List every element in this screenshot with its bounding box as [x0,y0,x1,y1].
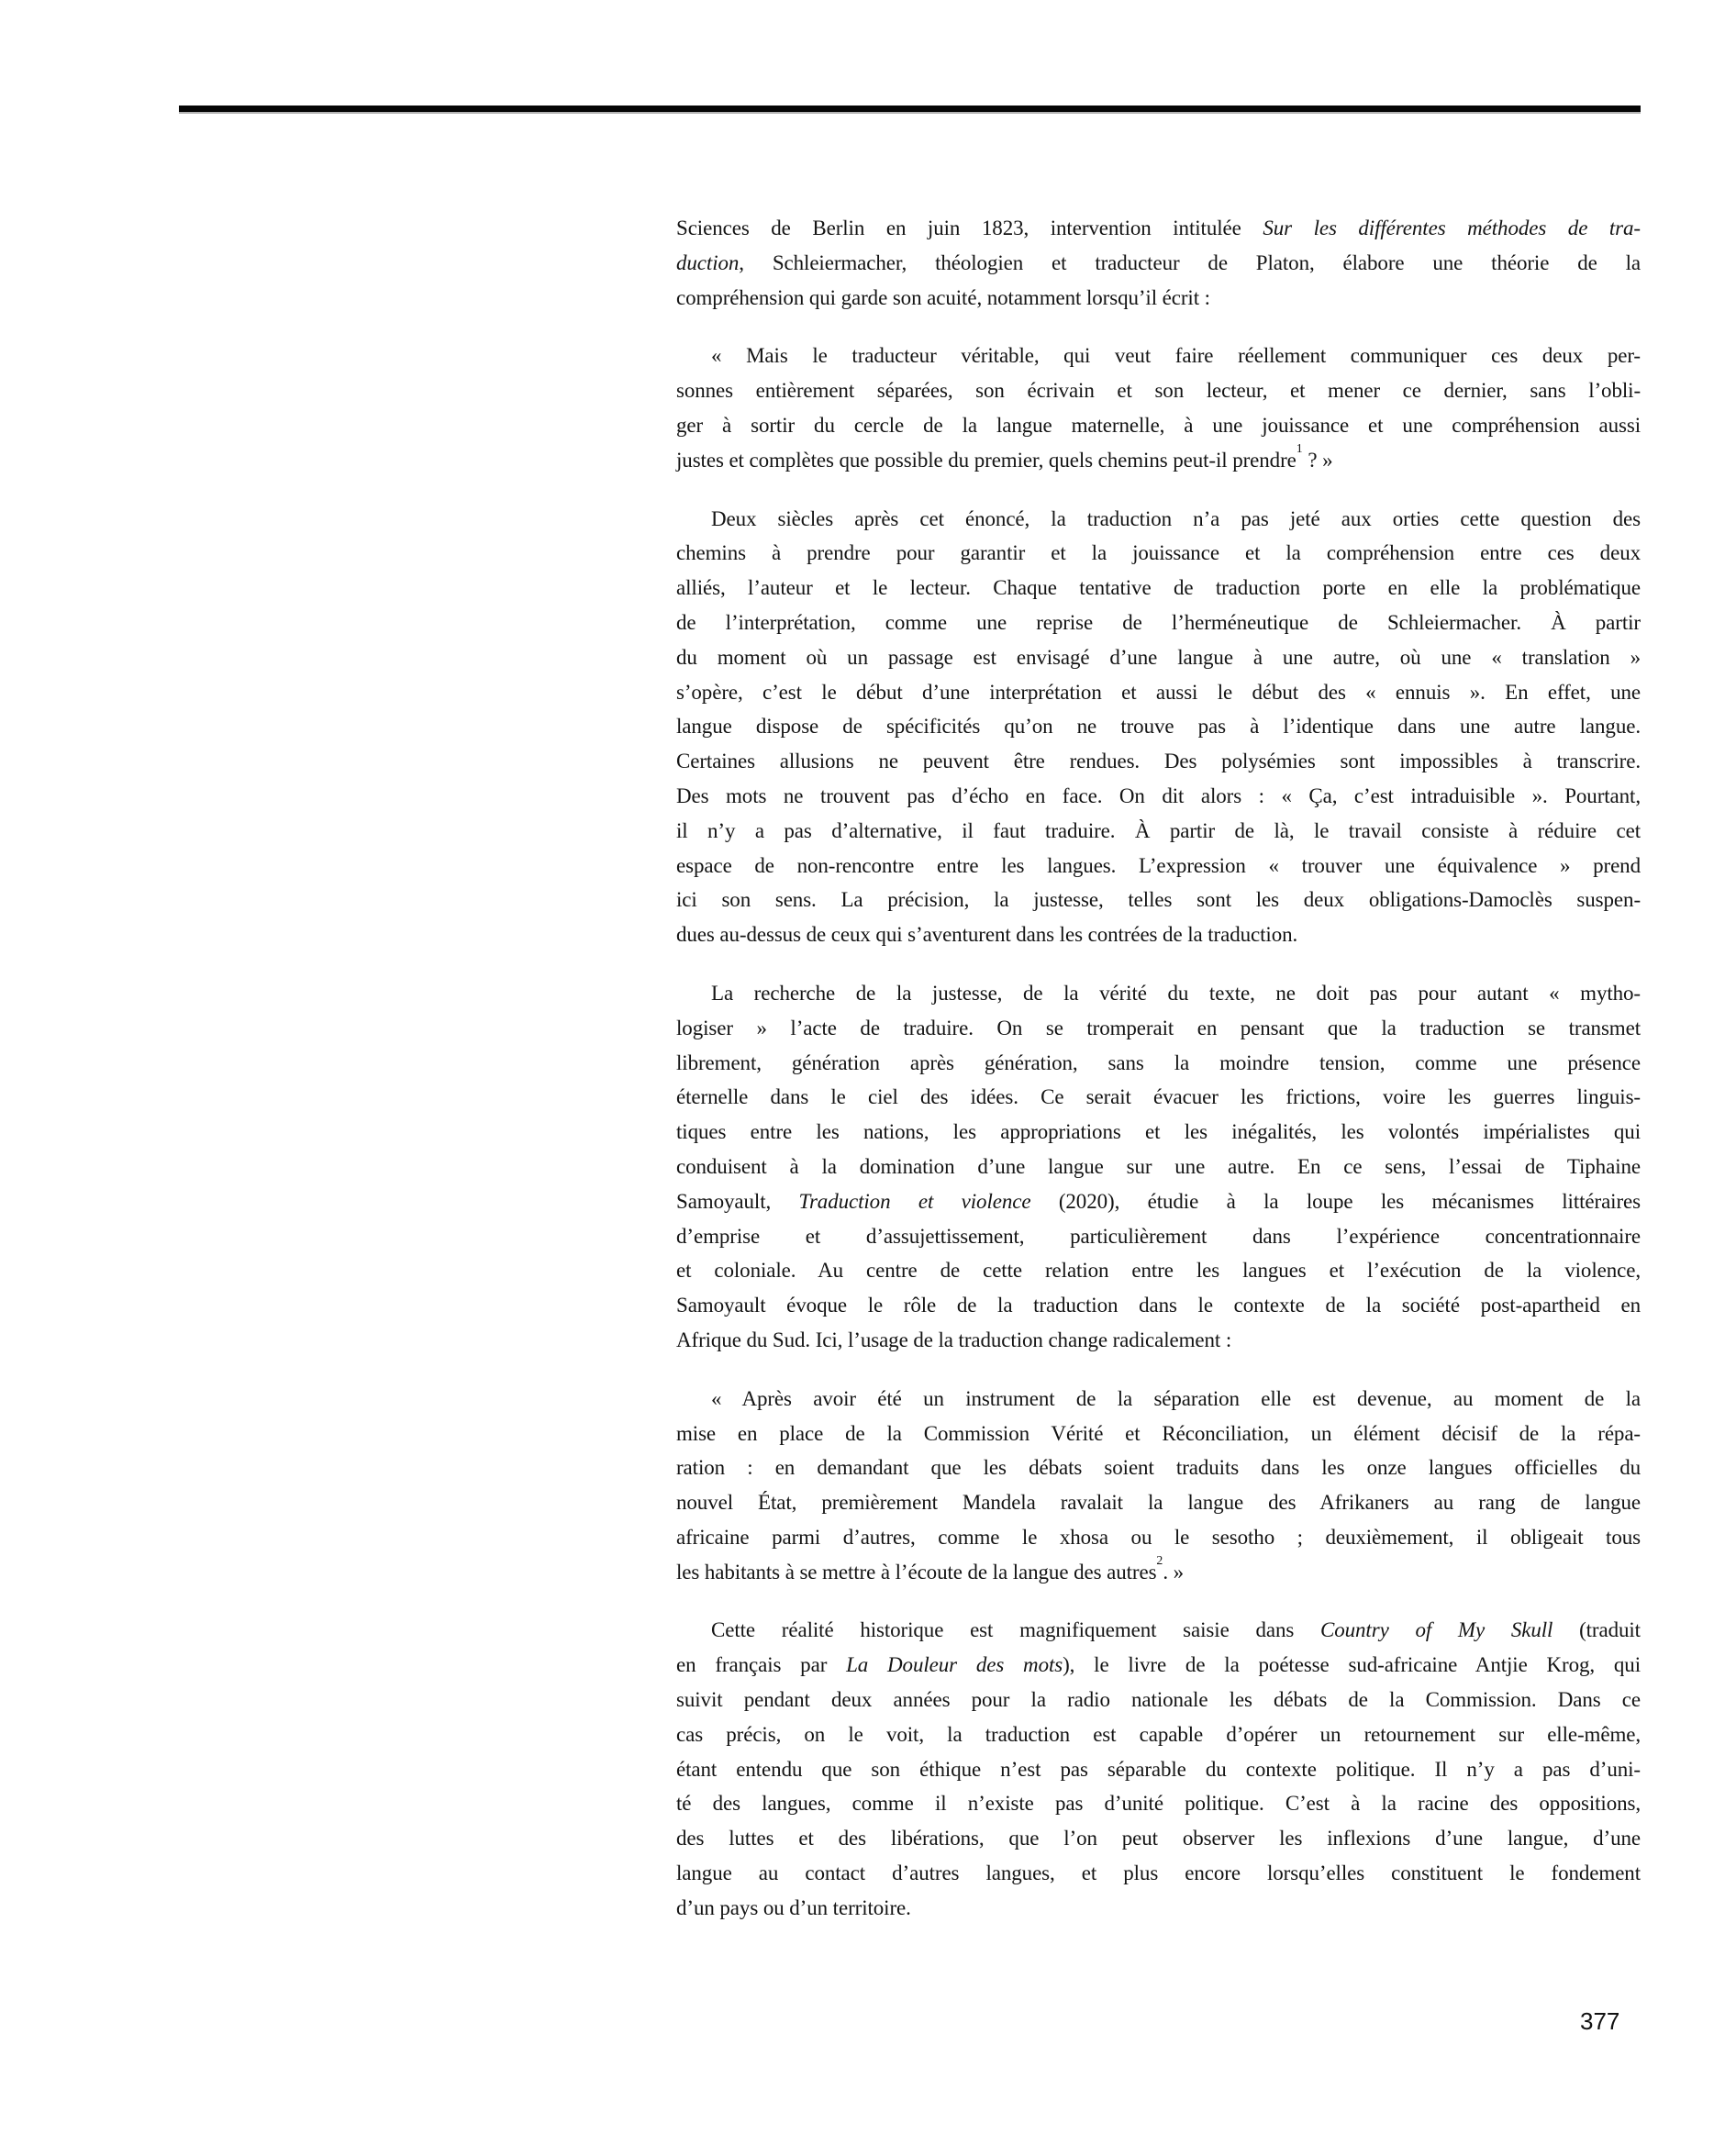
text-line: Samoyault, Traduction et violence (2020), étudie à la loupe les mécanismes littéraires [676,1189,1641,1213]
quote-paragraph [676,339,1641,477]
text-line: Certaines allusions ne peuvent être rendues. Des polysémies sont impossibles à transcrire. [676,750,1641,773]
text-line: africaine parmi d’autres, comme le xhosa ou le sesotho ; deuxièmement, il obligeait tous [676,1525,1641,1549]
quote-paragraph [676,1382,1641,1590]
text-line: Samoyault évoque le rôle de la traduction dans le contexte de la société post-apartheid en [676,1294,1641,1317]
text-line: compréhension qui garde son acuité, notamment lorsqu’il écrit : [676,285,1210,309]
text-line: les habitants à se mettre à l’écoute de la langue des autres$^2$. » [676,1553,1185,1584]
body-paragraph [676,211,1641,315]
text-line: justes et complètes que possible du premier, quels chemins peut-il prendre$^1$ ? » [676,441,1333,472]
text-line: suivit pendant deux années pour la radio nationale les débats de la Commission. Dans ce [676,1688,1641,1712]
text-line: s’opère, c’est le début d’une interprétation et aussi le début des « ennuis ». En effet, une [676,680,1641,704]
text-line: cas précis, on le voit, la traduction est capable d’opérer un retournement sur elle-même, [676,1722,1641,1746]
text-line: alliés, l’auteur et le lecteur. Chaque tentative de traduction porte en elle la problématique [676,576,1641,600]
text-block [676,211,1641,1926]
text-line: duction, Schleiermacher, théologien et traducteur de Platon, élabore une théorie de la [676,250,1641,274]
text-line: étant entendu que son éthique n’est pas séparable du contexte politique. Il n’y a pas d’uni- [676,1757,1641,1781]
footnote-marker: 2 [1156,1553,1163,1568]
body-paragraph [676,502,1641,952]
text-line: Cette réalité historique est magnifiquement saisie dans Country of My Skull (traduit [711,1618,1641,1642]
text-line: sonnes entièrement séparées, son écrivain et son lecteur, et mener ce dernier, sans l’obli- [676,379,1641,403]
text-line: nouvel État, premièrement Mandela ravalait la langue des Afrikaners au rang de langue [676,1491,1641,1515]
text-line: et coloniale. Au centre de cette relation entre les langues et l’exécution de la violence, [676,1259,1641,1283]
body-paragraph [676,1613,1641,1925]
text-line: « Après avoir été un instrument de la séparation elle est devenue, au moment de la [711,1386,1641,1410]
text-line: tiques entre les nations, les appropriations et les inégalités, les volontés impérialistes qui [676,1120,1641,1144]
text-line: langue au contact d’autres langues, et plus encore lorsqu’elles constituent le fondement [676,1861,1641,1885]
text-line: dues au-dessus de ceux qui s’aventurent dans les contrées de la traduction. [676,923,1298,947]
italic-title: La Douleur des mots [846,1653,1063,1677]
text-line: il n’y a pas d’alternative, il faut traduire. À partir de là, le travail consiste à réduire cet [676,818,1641,842]
italic-title: Sur les différentes méthodes de tra- [1263,217,1641,239]
text-line: en français par La Douleur des mots), le livre de la poétesse sud-africaine Antjie Krog, qui [676,1653,1641,1677]
text-line: mise en place de la Commission Vérité et Réconciliation, un élément décisif de la répa- [676,1421,1641,1445]
text-line: Sciences de Berlin en juin 1823, intervention intitulée Sur les différentes méthodes de tra- [676,217,1641,239]
footnote-marker: 1 [1296,441,1303,456]
text-line: ici son sens. La précision, la justesse, telles sont les deux obligations-Damoclès suspen- [676,888,1641,912]
text-line: ger à sortir du cercle de la langue maternelle, à une jouissance et une compréhension aussi [676,413,1641,437]
text-line: du moment où un passage est envisagé d’une langue à une autre, où une « translation » [676,645,1641,669]
text-line: « Mais le traducteur véritable, qui veut faire réellement communiquer ces deux per- [711,344,1641,368]
text-line: ration : en demandant que les débats soient traduits dans les onze langues officielles du [676,1456,1641,1480]
text-line: La recherche de la justesse, de la vérité du texte, ne doit pas pour autant « mytho- [711,981,1641,1005]
italic-title: duction [676,250,740,274]
text-line: Des mots ne trouvent pas d’écho en face. On dit alors : « Ça, c’est intraduisible ». Pourtant, [676,783,1641,807]
text-line: logiser » l’acte de traduire. On se tromperait en pensant que la traduction se transmet [676,1016,1641,1039]
text-line: chemins à prendre pour garantir et la jouissance et la compréhension entre ces deux [676,541,1641,565]
text-line: éternelle dans le ciel des idées. Ce serait évacuer les frictions, voire les guerres linguis- [676,1085,1641,1109]
header-rule [179,106,1641,114]
text-line: des luttes et des libérations, que l’on peut observer les inflexions d’une langue, d’une [676,1827,1641,1850]
text-line: conduisent à la domination d’une langue sur une autre. En ce sens, l’essai de Tiphaine [676,1154,1641,1178]
text-line: Afrique du Sud. Ici, l’usage de la traduction change radicalement : [676,1328,1232,1351]
page-number: 377 [1580,2007,1620,2035]
body-paragraph [676,976,1641,1358]
italic-title: Country of My Skull [1319,1618,1553,1642]
text-line: espace de non-rencontre entre les langues. L’expression « trouver une équivalence » prend [676,853,1641,877]
text-line: d’un pays ou d’un territoire. [676,1895,911,1919]
italic-title: Traduction et violence [798,1189,1031,1213]
text-line: Deux siècles après cet énoncé, la traduction n’a pas jeté aux orties cette question des [711,506,1641,530]
text-line: de l’interprétation, comme une reprise de l’herméneutique de Schleiermacher. À partir [676,610,1641,634]
text-line: té des langues, comme il n’existe pas d’unité politique. C’est à la racine des oppositions, [676,1792,1641,1816]
text-line: d’emprise et d’assujettissement, particulièrement dans l’expérience concentrationnaire [676,1224,1641,1248]
text-line: librement, génération après génération, sans la moindre tension, comme une présence [676,1050,1641,1074]
text-line: langue dispose de spécificités qu’on ne trouve pas à l’identique dans une autre langue. [676,715,1641,739]
